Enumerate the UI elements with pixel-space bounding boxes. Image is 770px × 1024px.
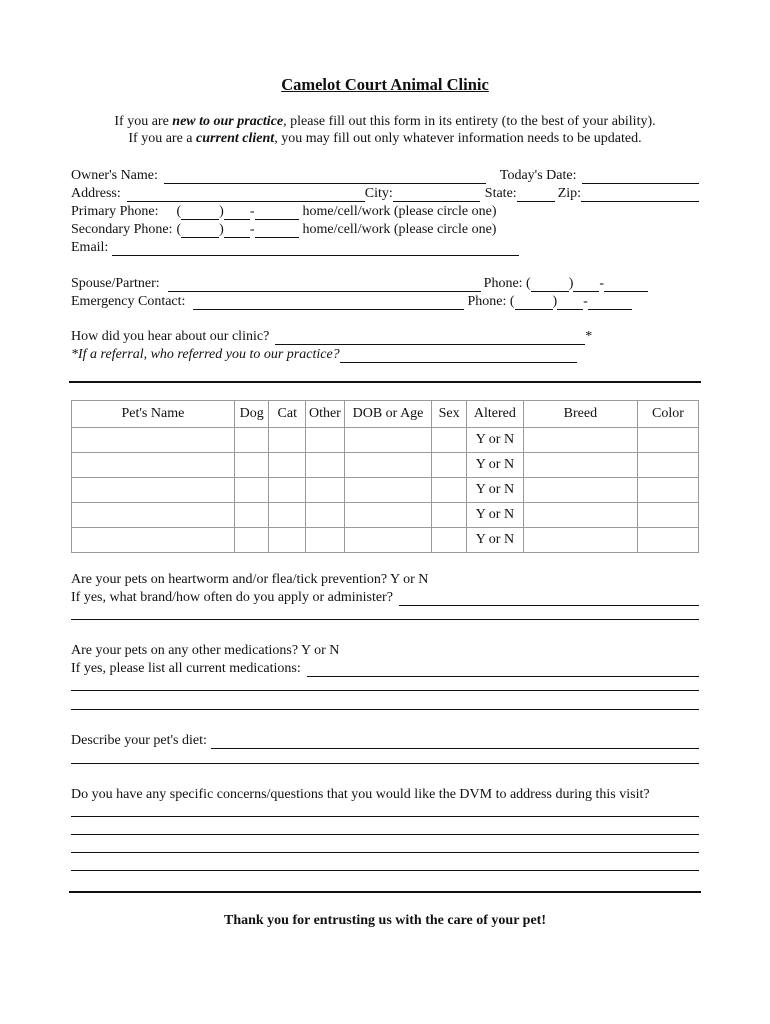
brand-extra-line[interactable] [71,619,699,620]
todays-date-field[interactable] [582,169,699,184]
primary-phone-area-code[interactable] [181,205,219,220]
primary-phone-row: Primary Phone: ( ) - home/cell/work (please circle one) [71,204,497,219]
diet-question: Describe your pet's diet: [71,733,207,748]
col-dob-age: DOB or Age [344,401,432,428]
cell-altered[interactable]: Y or N [466,478,523,503]
cell-pet-name[interactable] [72,528,235,553]
cell-sex[interactable] [432,503,467,528]
owners-name-field[interactable] [164,169,486,184]
state-label: State: [484,186,517,201]
cell-breed[interactable] [523,503,637,528]
table-row [72,428,699,453]
pets-table-header [72,401,699,428]
cell-cat[interactable] [269,453,306,478]
spouse-phone-area-code[interactable] [531,277,569,292]
col-breed: Breed [523,401,637,428]
secondary-phone-prefix[interactable] [224,223,250,238]
secondary-phone-area-code[interactable] [181,223,219,238]
spouse-phone-prefix[interactable] [573,277,599,292]
cell-pet-name[interactable] [72,453,235,478]
referral-row [71,345,699,363]
cell-dob-age[interactable] [344,478,432,503]
cell-altered[interactable]: Y or N [466,428,523,453]
cell-color[interactable] [637,453,698,478]
zip-field[interactable] [581,187,699,202]
intro-new-client: If you are new to our practice, please fill out this form in its entirety (to the best of your ability). [114,114,656,129]
emergency-phone-prefix[interactable] [557,295,583,310]
col-pets-name: Pet's Name [72,401,235,428]
table-row [72,503,699,528]
thank-you-note: Thank you for entrusting us with the care of your pet! [223,913,547,928]
cell-color[interactable] [637,528,698,553]
cell-sex[interactable] [432,453,467,478]
col-other: Other [306,401,345,428]
cell-dog[interactable] [234,478,269,503]
brand-field[interactable] [399,591,699,606]
owner-name-row [71,166,699,184]
secondary-phone-row: Secondary Phone: ( ) - home/cell/work (please circle one) [71,222,497,237]
col-color: Color [637,401,698,428]
cell-pet-name[interactable] [72,503,235,528]
emergency-phone-area-code[interactable] [515,295,553,310]
intro-current-client: If you are a current client, you may fill out only whatever information needs to be updated. [128,131,642,146]
concerns-row [71,785,699,803]
col-altered: Altered [466,401,523,428]
how-heard-label: How did you hear about our clinic? [71,329,270,344]
concerns-question: Do you have any specific concerns/questions that you would like the DVM to address during this visit? [71,787,650,802]
cell-cat[interactable] [269,503,306,528]
diet-field[interactable] [211,734,699,749]
cell-other[interactable] [306,428,345,453]
email-label: Email: [71,240,109,255]
medications-row [71,641,699,659]
diet-line-2[interactable] [71,763,699,764]
spouse-phone-label: Phone: ( [483,276,531,291]
emergency-phone-label: Phone: ( [467,294,515,309]
meds-line-2[interactable] [71,690,699,691]
emergency-name-field[interactable] [193,295,464,310]
cell-dog[interactable] [234,428,269,453]
spouse-row: Spouse/Partner: Phone: ( ) - [71,274,699,292]
meds-line-3[interactable] [71,709,699,710]
cell-sex[interactable] [432,428,467,453]
secondary-phone-line[interactable] [255,223,299,238]
table-row [72,528,699,553]
emergency-label: Emergency Contact: [71,294,186,309]
cell-other[interactable] [306,453,345,478]
section-divider [69,381,701,383]
cell-cat[interactable] [269,528,306,553]
cell-dog[interactable] [234,528,269,553]
list-meds-row [71,659,699,677]
brand-question: If yes, what brand/how often do you apply or administer? [71,590,393,605]
how-heard-row: How did you hear about our clinic? * [71,329,593,344]
cell-color[interactable] [637,428,698,453]
concerns-line-1[interactable] [71,816,699,817]
city-field[interactable] [393,187,480,202]
heartworm-question: Are your pets on heartworm and/or flea/tick prevention? Y or N [71,572,429,587]
primary-phone-label: Primary Phone: [71,204,159,219]
emergency-phone-line[interactable] [588,295,632,310]
state-field[interactable] [517,187,555,202]
cell-sex[interactable] [432,528,467,553]
cell-cat[interactable] [269,428,306,453]
cell-dob-age[interactable] [344,453,432,478]
referral-label: *If a referral, who referred you to our practice? [71,347,340,362]
referral-field[interactable] [340,348,577,363]
zip-label: Zip: [557,186,582,201]
primary-phone-line[interactable] [255,205,299,220]
brand-row [71,588,699,606]
cell-sex[interactable] [432,478,467,503]
col-cat: Cat [269,401,306,428]
concerns-line-3[interactable] [71,852,699,853]
concerns-line-2[interactable] [71,834,699,835]
cell-pet-name[interactable] [72,428,235,453]
secondary-phone-label: Secondary Phone: [71,222,173,237]
col-sex: Sex [432,401,467,428]
owners-name-label: Owner's Name: [71,168,158,183]
cell-cat[interactable] [269,478,306,503]
email-row [71,238,699,256]
address-label: Address: [71,186,121,201]
table-row [72,453,699,478]
cell-breed[interactable] [523,428,637,453]
cell-dog[interactable] [234,453,269,478]
how-heard-field[interactable] [275,330,585,345]
cell-altered[interactable]: Y or N [466,453,523,478]
cell-dob-age[interactable] [344,503,432,528]
todays-date-label: Today's Date: [499,168,577,183]
table-row [72,478,699,503]
cell-other[interactable] [306,478,345,503]
spouse-label: Spouse/Partner: [71,276,160,291]
list-meds-question: If yes, please list all current medications: [71,661,301,676]
heartworm-row [71,570,699,588]
cell-altered[interactable]: Y or N [466,503,523,528]
cell-breed[interactable] [523,453,637,478]
cell-color[interactable] [637,478,698,503]
city-label: City: [364,186,393,201]
cell-dob-age[interactable] [344,428,432,453]
spouse-phone-line[interactable] [604,277,648,292]
cell-altered[interactable]: Y or N [466,528,523,553]
address-field[interactable] [127,187,365,202]
bottom-divider [69,891,701,893]
address-row [71,184,699,202]
cell-dog[interactable] [234,503,269,528]
list-meds-field[interactable] [307,662,699,677]
concerns-line-4[interactable] [71,870,699,871]
diet-row [71,731,699,749]
secondary-phone-type-note[interactable]: home/cell/work (please circle one) [302,222,497,237]
cell-other[interactable] [306,528,345,553]
cell-pet-name[interactable] [72,478,235,503]
col-dog: Dog [234,401,269,428]
cell-dob-age[interactable] [344,528,432,553]
spouse-name-field[interactable] [168,277,481,292]
cell-color[interactable] [637,503,698,528]
primary-phone-prefix[interactable] [224,205,250,220]
cell-breed[interactable] [523,478,637,503]
primary-phone-type-note[interactable]: home/cell/work (please circle one) [302,204,497,219]
page-title: Camelot Court Animal Clinic [281,75,489,94]
cell-breed[interactable] [523,528,637,553]
medications-question: Are your pets on any other medications? Y or N [71,643,340,658]
email-field[interactable] [112,241,519,256]
pets-table [71,400,699,553]
cell-other[interactable] [306,503,345,528]
emergency-row: Emergency Contact: Phone: ( ) - [71,292,699,310]
